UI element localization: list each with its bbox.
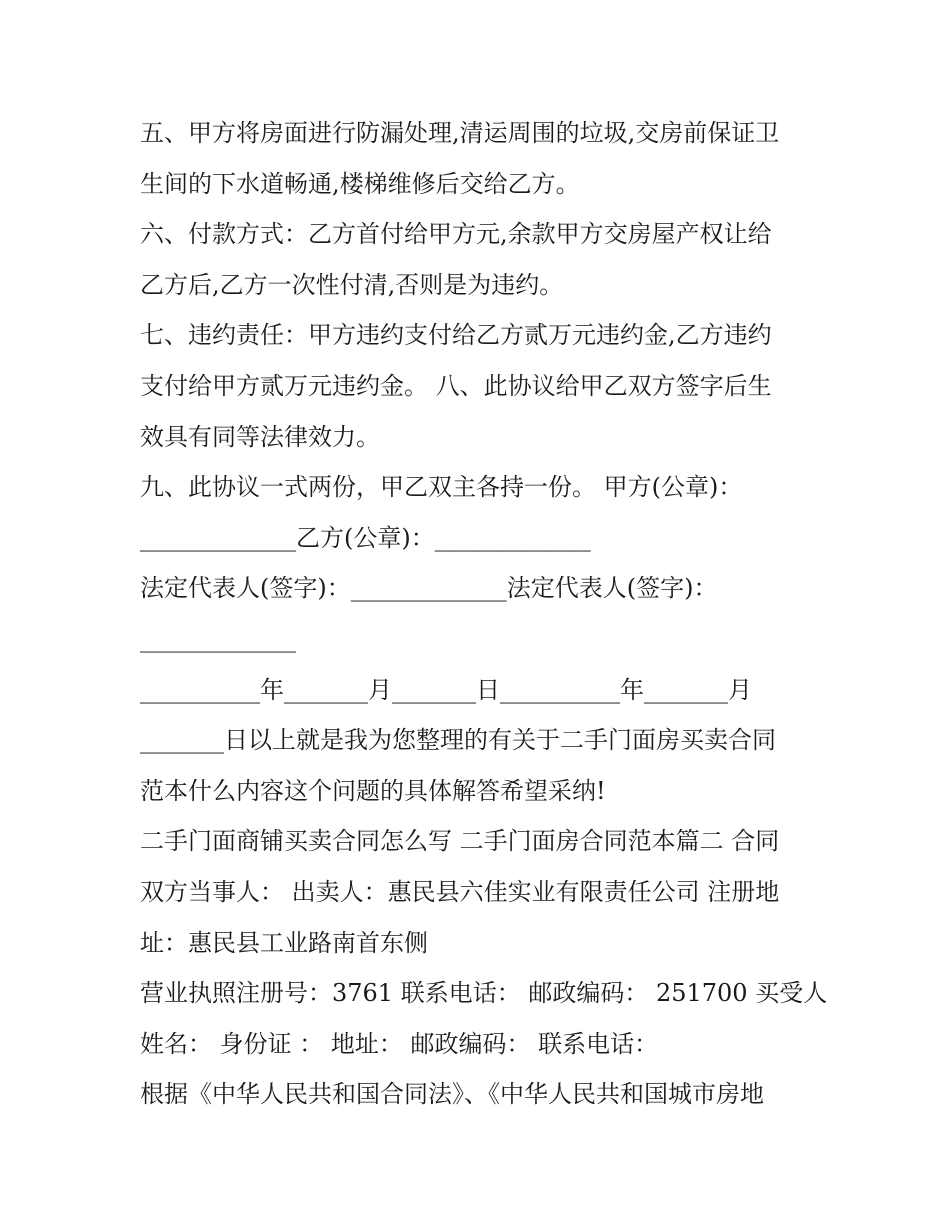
contract-text: [140, 108, 840, 1120]
text-line: 六、付款方式：乙方首付给甲方元,余款甲方交房屋产权让给: [140, 220, 772, 249]
text-line: 根据《中华人民共和国合同法》、《中华人民共和国城市房地: [140, 1080, 764, 1109]
text-line: 五、甲方将房面进行防漏处理,清运周围的垃圾,交房前保证卫: [140, 119, 780, 147]
text-line: 七、违约责任：甲方违约支付给乙方贰万元违约金,乙方违约: [140, 321, 772, 350]
text-line: 址：惠民县工业路南首东侧: [140, 928, 428, 957]
text-line: 范本什么内容这个问题的具体解答希望采纳!: [140, 776, 606, 805]
text-line: 营业执照注册号：3761 联系电话： 邮政编码： 251700 买受人: [140, 979, 828, 1008]
text-line: 二手门面商铺买卖合同怎么写 二手门面房合同范本篇二 合同: [140, 827, 780, 856]
text-line: 支付给甲方贰万元违约金。 八、此协议给甲乙双方签字后生: [140, 371, 772, 400]
text-line: 双方当事人： 出卖人：惠民县六佳实业有限责任公司 注册地: [140, 877, 780, 906]
text-line: 姓名： 身份证 ： 地址： 邮政编码： 联系电话：: [140, 1029, 659, 1058]
date-line: __________年_______月_______日__________年_______月: [140, 675, 752, 704]
text-line: 生间的下水道畅通,楼梯维修后交给乙方。: [140, 169, 580, 198]
text-line: _______日以上就是我为您整理的有关于二手门面房买卖合同: [140, 726, 776, 755]
signature-line-representatives: 法定代表人(签字)：_____________法定代表人(签字)：: [140, 574, 718, 603]
text-line: 效具有同等法律效力。: [140, 422, 380, 451]
text-line: 九、此协议一式两份，甲乙双主各持一份。 甲方(公章)：: [140, 473, 743, 502]
text-line: 乙方后,乙方一次性付清,否则是为违约。: [140, 270, 564, 299]
signature-line-seals: _____________乙方(公章)：_____________: [140, 523, 591, 552]
signature-blank: _____________: [140, 624, 296, 653]
